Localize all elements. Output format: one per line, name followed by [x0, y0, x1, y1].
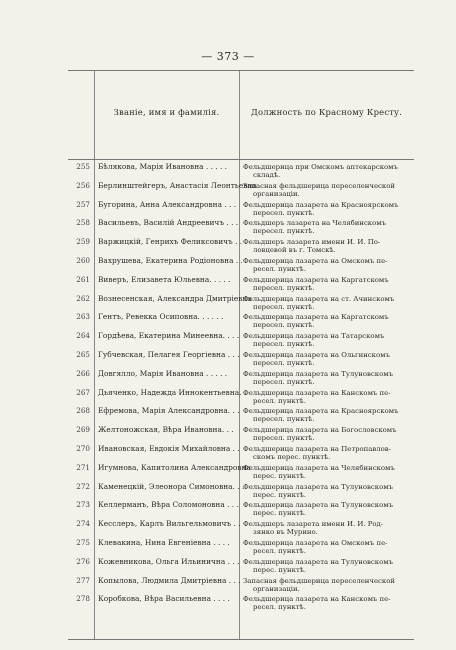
position-line: Фельдшеръ лазарета на Челябинскомъ — [243, 219, 387, 228]
person-name: Гордѣева, Екатерина Минеевна. . . . — [98, 331, 240, 341]
position-line: организаціи. — [253, 584, 300, 593]
position-description — [243, 520, 411, 536]
table-row — [68, 501, 414, 520]
table-row — [68, 238, 414, 257]
position-line: Фельдшерица лазарета на Тулуновскомъ — [243, 501, 393, 510]
position-line: Фельдшерица лазарета на Тулуновскомъ — [243, 369, 393, 378]
table-row — [68, 389, 414, 408]
position-line: Фельдшерица лазарета на Канскомъ пе- — [243, 595, 391, 604]
person-name: Кожевникова, Ольга Ильинична . . . — [98, 556, 240, 566]
row-number: 256 — [76, 180, 90, 190]
position-line: Запасная фельдшерица переселенческой — [243, 181, 395, 190]
position-line: ресел. пунктѣ. — [253, 396, 306, 405]
position-line: организаціи. — [253, 189, 300, 198]
person-name: Клевакина, Нина Евгеніевна . . . . — [98, 537, 230, 547]
row-number: 265 — [76, 349, 90, 359]
position-line: Фельдшерица лазарета на Челябинскомъ — [243, 463, 395, 472]
position-description — [243, 182, 411, 198]
person-name: Ивановская, Евдокія Михайловна . . — [98, 443, 240, 453]
row-number: 271 — [76, 462, 90, 472]
row-number: 268 — [76, 406, 90, 416]
position-line: Фельдшерица лазарета на Каргатскомъ — [243, 275, 389, 284]
row-number: 260 — [76, 255, 90, 265]
position-line: пересел. пунктѣ. — [253, 415, 315, 424]
position-description — [243, 219, 411, 235]
row-number: 258 — [76, 218, 90, 228]
person-name: Бѣлякова, Марія Ивановна . . . . . — [98, 162, 228, 171]
row-number: 274 — [76, 519, 90, 529]
table-row — [68, 182, 414, 201]
table-row — [68, 539, 414, 558]
position-line: Фельдшерица лазарета на Тулуновскомъ — [243, 557, 393, 566]
table-row — [68, 595, 414, 614]
person-name: Коробкова, Вѣра Васильевна . . . . — [98, 594, 230, 604]
position-line: скомъ перес. пунктѣ. — [253, 452, 331, 461]
person-name: Кесслеръ, Карлъ Вильгельмовичъ . . — [98, 519, 241, 529]
table-row — [68, 464, 414, 483]
position-description — [243, 313, 411, 329]
row-number: 259 — [76, 237, 90, 247]
position-description — [243, 464, 411, 480]
position-line: Фельдшерица лазарета на Омскомъ пе- — [243, 256, 388, 265]
row-number: 269 — [76, 425, 90, 435]
row-number: 262 — [76, 293, 90, 303]
position-line: Фельдшерица лазарета на Красноярскомъ — [243, 407, 399, 416]
position-line: пересел. пунктѣ. — [253, 321, 315, 330]
position-description — [243, 332, 411, 348]
position-line: пересел. пунктѣ. — [253, 340, 315, 349]
position-line: Запасная фельдшерица переселенческой — [243, 576, 395, 585]
row-number: 255 — [76, 162, 90, 171]
position-line: перес. пунктѣ. — [253, 471, 307, 480]
table-row — [68, 407, 414, 426]
row-number: 266 — [76, 368, 90, 378]
table-row — [68, 295, 414, 314]
position-line: Фельдшерица лазарета на Канскомъ пе- — [243, 388, 391, 397]
row-number: 278 — [76, 594, 90, 604]
register-table — [68, 70, 414, 640]
row-number: 272 — [76, 481, 90, 491]
position-line: пересел. пунктѣ. — [253, 283, 315, 292]
table-row — [68, 520, 414, 539]
header-divider — [68, 159, 414, 160]
position-description — [243, 577, 411, 593]
table-row — [68, 332, 414, 351]
person-name: Вахрушева, Екатерина Родіоновна . . — [98, 255, 243, 265]
person-name: Виверъ, Елизавета Юльевна. . . . . — [98, 274, 231, 284]
table-row — [68, 257, 414, 276]
table-row — [68, 276, 414, 295]
row-number: 277 — [76, 575, 90, 585]
position-line: Фельдшерица лазарета на Ольгинскомъ — [243, 350, 390, 359]
row-number: 273 — [76, 500, 90, 510]
position-line: пересел. пунктѣ. — [253, 377, 315, 386]
position-description — [243, 407, 411, 423]
row-number: 263 — [76, 312, 90, 322]
person-name: Игумнова, Капитолина Александровна — [98, 462, 251, 472]
position-line: ресел. пунктѣ. — [253, 603, 306, 612]
position-description — [243, 501, 411, 517]
row-number: 257 — [76, 199, 90, 209]
position-line: перес. пунктѣ. — [253, 509, 307, 518]
position-description — [243, 558, 411, 574]
position-line: Фельдшерица лазарета на Тулуновскомъ — [243, 482, 393, 491]
table-row — [68, 483, 414, 502]
person-name: Вознесенская, Александра Дмитріевна — [98, 293, 252, 303]
position-line: Фельдшерица лазарета на Петропавлов- — [243, 444, 392, 453]
person-name: Келлерманъ, Вѣра Соломоновна . . . — [98, 500, 239, 510]
position-description — [243, 163, 411, 179]
position-description — [243, 389, 411, 405]
person-name: Берлинштейгеръ, Анастасія Леонтьевна — [98, 180, 257, 190]
position-line: Фельдшерица лазарета на Татарскомъ — [243, 332, 385, 341]
position-line: Фельдшерица лазарета на Богословскомъ — [243, 426, 397, 435]
table-row — [68, 445, 414, 464]
table-row — [68, 577, 414, 596]
table-row — [68, 558, 414, 577]
position-line: Фельдшерица лазарета на Красноярскомъ — [243, 200, 399, 209]
row-number: 261 — [76, 274, 90, 284]
position-description — [243, 595, 411, 611]
position-description — [243, 238, 411, 254]
table-row — [68, 313, 414, 332]
position-description — [243, 539, 411, 555]
row-number: 276 — [76, 556, 90, 566]
position-line: Фельдшерица лазарета на ст. Ачинскомъ — [243, 294, 395, 303]
position-line: ловцевой въ г. Томскѣ. — [253, 246, 336, 255]
table-row — [68, 201, 414, 220]
position-line: Фельдшерица лазарета на Каргатскомъ — [243, 313, 389, 322]
position-line: перес. пунктѣ. — [253, 565, 307, 574]
position-line: пересел. пунктѣ. — [253, 358, 315, 367]
position-line: ресел. пунктѣ. — [253, 264, 306, 273]
position-description — [243, 351, 411, 367]
table-row — [68, 426, 414, 445]
position-description — [243, 276, 411, 292]
position-line: зянко въ Мурино. — [253, 528, 318, 537]
position-line: ресел. пунктѣ. — [253, 546, 306, 555]
table-row — [68, 219, 414, 238]
row-number: 270 — [76, 443, 90, 453]
position-line: пересел. пунктѣ. — [253, 208, 315, 217]
person-name: Желтоножская, Вѣра Ивановна. . . — [98, 425, 234, 435]
position-description — [243, 295, 411, 311]
table-body — [68, 163, 414, 614]
position-line: пересел. пунктѣ. — [253, 227, 315, 236]
person-name: Каменецкій, Элеонора Симоновна. . . — [98, 481, 245, 491]
table-row — [68, 163, 414, 182]
person-name: Бугорина, Анна Александровна . . . — [98, 199, 237, 209]
table-row — [68, 370, 414, 389]
person-name: Копылова, Людмила Дмитріевна . . . — [98, 575, 241, 585]
table-row — [68, 351, 414, 370]
row-number: 275 — [76, 537, 90, 547]
position-description — [243, 370, 411, 386]
position-line: Фельдшеръ лазарета имени И. И. По- — [243, 238, 381, 247]
position-description — [243, 201, 411, 217]
position-line: пересел. пунктѣ. — [253, 302, 315, 311]
position-line: перес. пунктѣ. — [253, 490, 307, 499]
row-number: 264 — [76, 331, 90, 341]
position-description — [243, 257, 411, 273]
page-number: — 373 — — [201, 50, 255, 63]
position-description — [243, 426, 411, 442]
position-line: Фельдшеръ лазарета имени И. И. Род- — [243, 520, 384, 529]
header-name-column: Званіе, имя и фамилія. — [113, 107, 220, 117]
person-name: Дьяченко, Надежда Иннокентьевна. . — [98, 387, 247, 397]
person-name: Ефремова, Марія Александровна. . . — [98, 406, 240, 416]
position-line: Фельдшерица при Омскомъ аптекарскомъ — [243, 163, 398, 171]
person-name: Губчевская, Пелагея Георгіевна . . . — [98, 349, 240, 359]
position-description — [243, 483, 411, 499]
position-line: Фельдшерица лазарета на Омскомъ пе- — [243, 538, 388, 547]
person-name: Варжицкій, Генрихъ Феликсовичъ . . — [98, 237, 243, 247]
person-name: Васильевъ, Василій Андреевичъ . . . — [98, 218, 239, 228]
row-number: 267 — [76, 387, 90, 397]
header-post-column: Должность по Красному Кресту. — [250, 107, 403, 117]
position-description — [243, 445, 411, 461]
person-name: Гентъ, Ревекка Осиповна. . . . . . — [98, 312, 224, 322]
position-line: складѣ. — [253, 171, 281, 179]
person-name: Довгялло, Марія Ивановна . . . . . — [98, 368, 228, 378]
position-line: пересел. пунктѣ. — [253, 434, 315, 443]
